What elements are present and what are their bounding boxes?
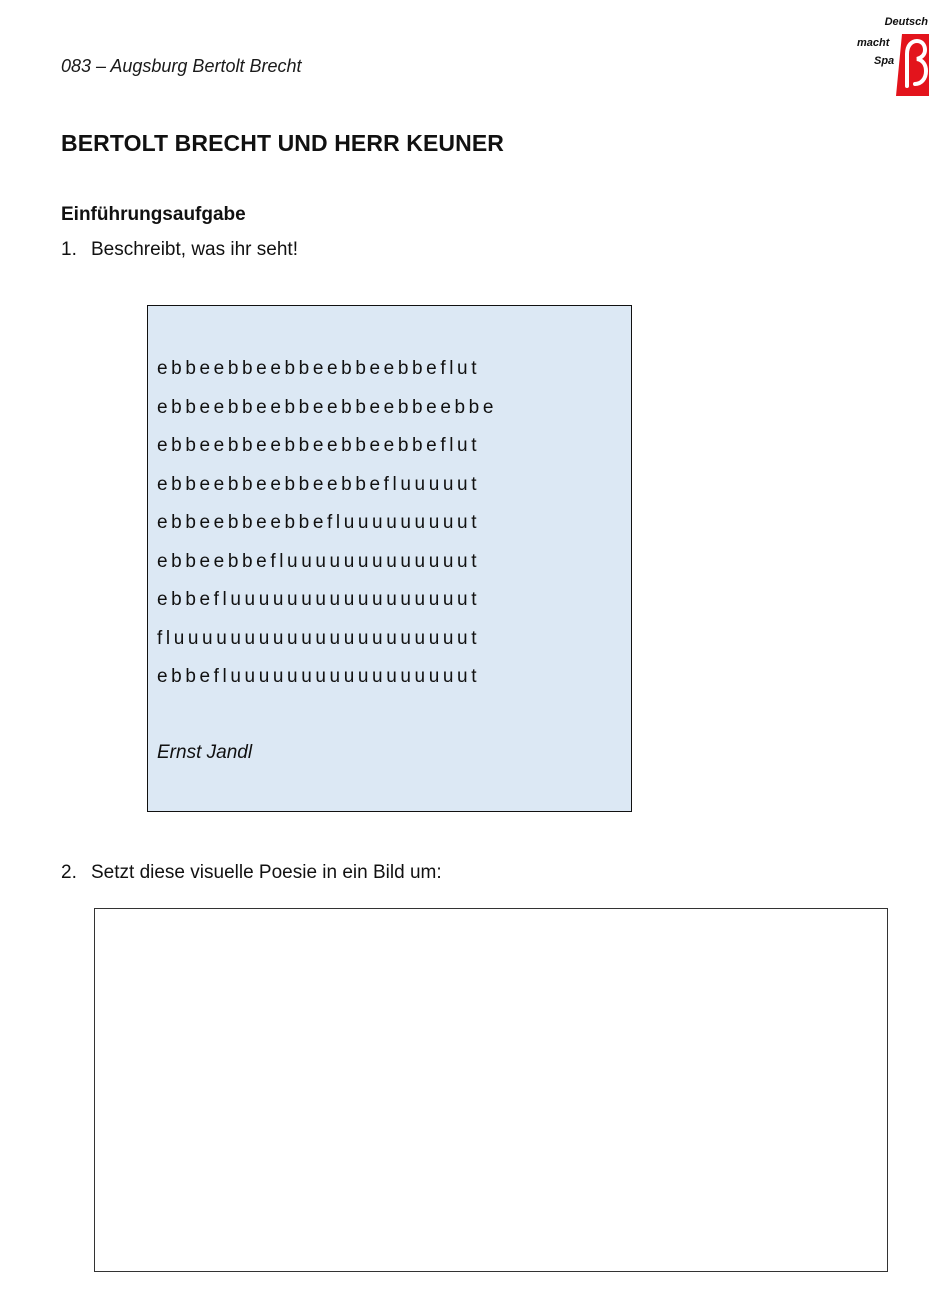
poem-line: fluuuuuuuuuuuuuuuuuuuuut — [157, 627, 481, 649]
logo-text-macht: macht — [857, 37, 890, 49]
page-title: BERTOLT BRECHT UND HERR KEUNER — [61, 130, 504, 156]
poem-line: ebbeebbefluuuuuuuuuuuuut — [157, 550, 481, 572]
drawing-area[interactable] — [94, 908, 888, 1272]
poem-line: ebbeebbeebbeebbeebbeebbe — [157, 396, 498, 418]
task-text: Beschreibt, was ihr seht! — [91, 239, 298, 260]
poem-line: ebbeebbeebbeebbeebbeflut — [157, 358, 481, 379]
logo-text-deutsch: Deutsch — [884, 16, 928, 28]
task-number: 2. — [61, 862, 77, 883]
task-1 — [61, 239, 298, 261]
poem-line: ebbefluuuuuuuuuuuuuuuuut — [157, 666, 481, 687]
poem-lines — [157, 356, 497, 703]
eszett-icon — [896, 34, 929, 96]
poem-box — [147, 305, 632, 812]
logo-text-spass: Spa — [874, 55, 895, 67]
task-text: Setzt diese visuelle Poesie in ein Bild um: — [91, 862, 442, 883]
poem-line: ebbeebbeebbeebbefluuuuut — [157, 473, 481, 495]
task-2 — [61, 862, 442, 884]
poem-line: ebbefluuuuuuuuuuuuuuuuut — [157, 589, 481, 610]
task-number: 1. — [61, 239, 77, 260]
poem-author: Ernst Jandl — [157, 742, 253, 763]
deutsch-macht-spass-logo — [848, 12, 934, 98]
poem-line: ebbeebbeebbeebbeebbeflut — [157, 435, 481, 456]
poem-line: ebbeebbeebbefluuuuuuuuut — [157, 512, 481, 533]
document-reference: 083 – Augsburg Bertolt Brecht — [61, 56, 302, 76]
section-heading: Einführungsaufgabe — [61, 204, 246, 225]
